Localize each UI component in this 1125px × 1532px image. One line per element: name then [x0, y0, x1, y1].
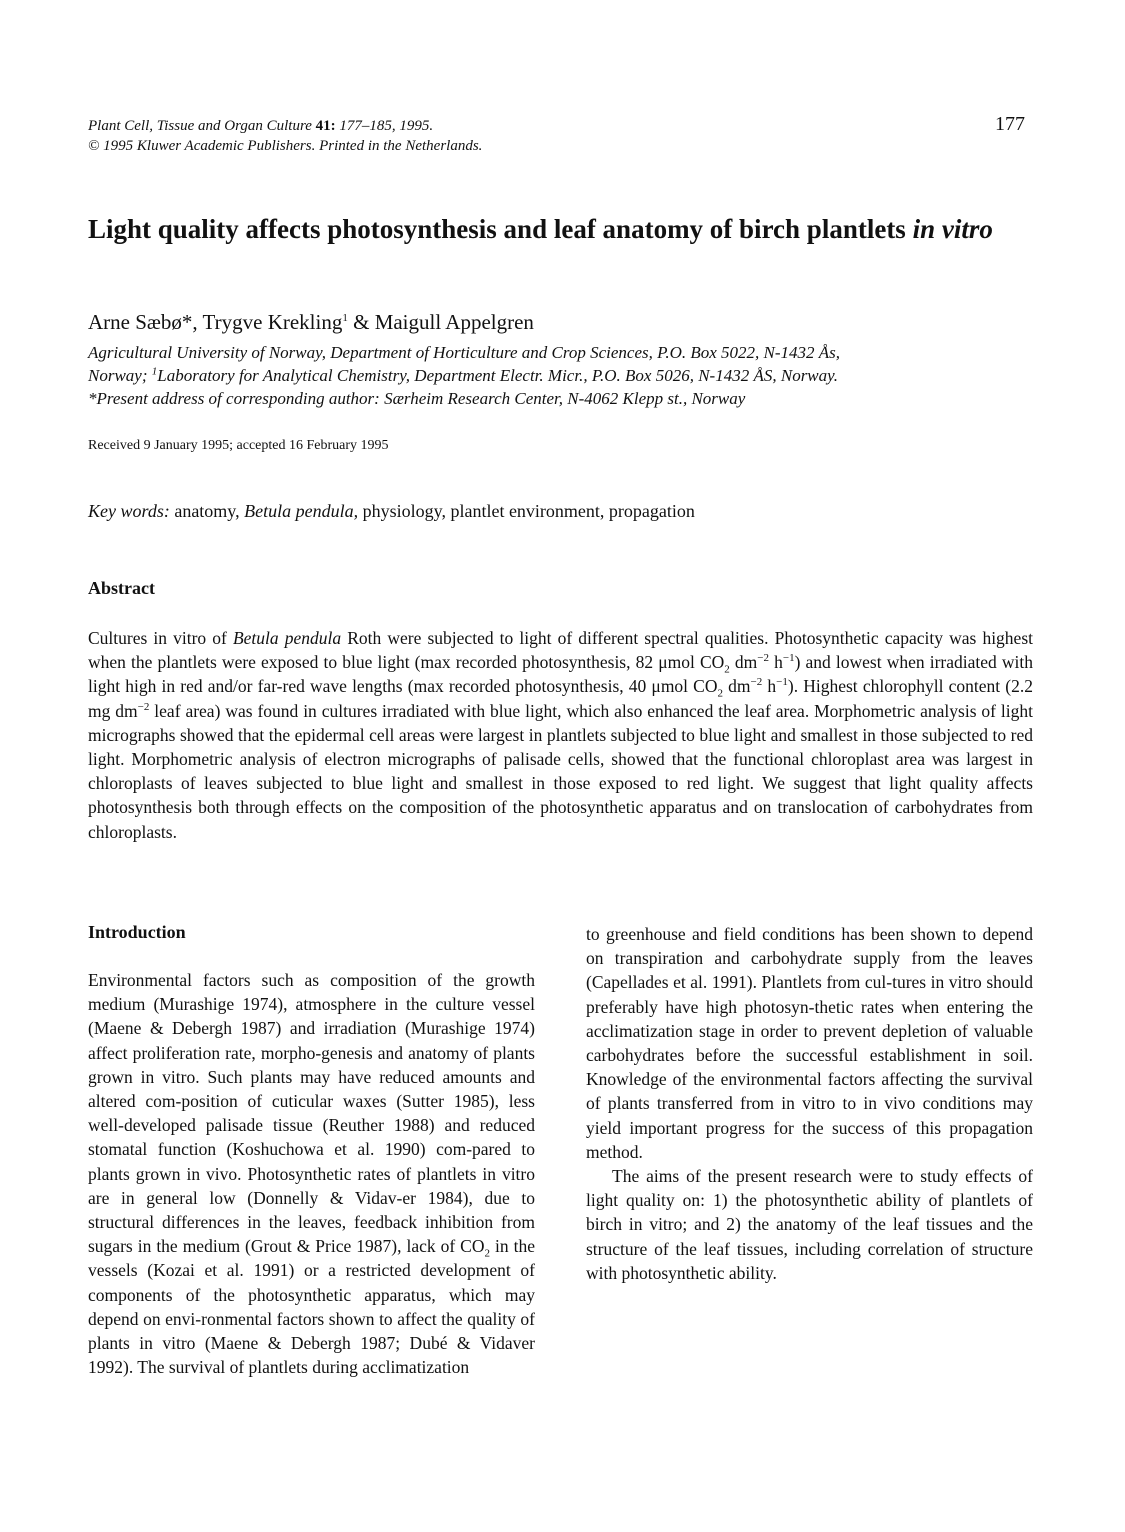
journal-citation: Plant Cell, Tissue and Organ Culture 41: 177–185, 1995.	[88, 118, 434, 134]
author-saebo: Arne Sæbø*,	[88, 310, 198, 334]
affiliation-line-2: Norway; $^1$Laboratory for Analytical Chemistry, Department Electr. Micr., P.O. Box 5026, N-1432 ÅS, Norway.	[88, 365, 839, 385]
intro-paragraph-1: to greenhouse and field conditions has been shown to depend on transpiration and carbohydrate supply from the leaves (Capellades et al. 1991). Plantlets from cul-tures in vitro should preferably have high photosyn-thetic rates when entering the acclimatization stage in order to prevent depletion of valuable carbohydrates before the successful establishment in soil. Knowledge of the environmental factors affecting the survival of plants transferred from in vitro to in vivo conditions may yield important progress for the success of this propagation method.	[586, 924, 1033, 1162]
paper-title: Light quality affects photosynthesis and leaf anatomy of birch plantlets in vitro	[88, 214, 993, 244]
page-number: 177	[995, 113, 1025, 135]
copyright-line: © 1995 Kluwer Academic Publishers. Printed in the Netherlands.	[88, 138, 483, 154]
author-krekling: Trygve Krekling	[202, 310, 343, 334]
author-list: Arne Sæbø*, Trygve Krekling$^1$ & Maigull Appelgren	[88, 310, 534, 334]
introduction-right-column	[586, 922, 1033, 1285]
corresponding-address: *Present address of corresponding author: Særheim Research Center, N-4062 Klepp st., Norway	[88, 389, 746, 408]
affiliation-line-1: Agricultural University of Norway, Department of Horticulture and Crop Sciences, P.O. Box 5022, N-1432 Ås,	[88, 343, 841, 362]
keywords: Key words: anatomy, Betula pendula, physiology, plantlet environment, propagation	[88, 501, 695, 521]
received-date: Received 9 January 1995; accepted 16 February 1995	[88, 438, 389, 453]
keywords-label: Key words:	[88, 501, 170, 521]
title-italic: in vitro	[912, 214, 993, 244]
affiliations	[88, 341, 1048, 410]
abstract-heading: Abstract	[88, 578, 155, 598]
intro-paragraph-2: The aims of the present research were to study effects of light quality on: 1) the photosynthetic ability of plantlets of birch in vitro; and 2) the anatomy of the leaf tissues and the structure of the leaf tissues, including correlation of structure with photosynthetic ability.	[586, 1166, 1033, 1283]
journal-header	[88, 116, 482, 156]
author-appelgren: & Maigull Appelgren	[353, 310, 534, 334]
abstract-text: Cultures in vitro of Betula pendula Roth were subjected to light of different spectral qualities. Photosynthetic capacity was highest when the plantlets were exposed to blue light (max recorded photosynthesis, 82 μmol $CO_2$ $dm^{-2}$ $h^{-1}$) and lowest when irradiated with light high in red and/or far-red wave lengths (max recorded photosynthesis, 40 μmol $CO_2$ $dm^{-2}$ $h^{-1}$). Highest chlorophyll content (2.2 mg $dm^{-2}$ leaf area) was found in cultures irradiated with blue light, which also enhanced the leaf area. Morphometric analysis of light micrographs showed that the epidermal cell areas were largest in plantlets subjected to blue light and smallest in those subjected to red light. Morphometric analysis of electron micrographs of palisade cells, showed that the functional chloroplast area was largest in chloroplasts of leaves subjected to blue light and smallest in those exposed to red light. We suggest that light quality affects photosynthesis both through effects on the composition of the photosynthetic apparatus and on translocation of carbohydrates from chloroplasts.	[88, 628, 1034, 842]
introduction-heading: Introduction	[88, 922, 186, 942]
introduction-left-column: Environmental factors such as composition of the growth medium (Murashige 1974), atmosphere in the culture vessel (Maene & Debergh 1987) and irradiation (Murashige 1974) affect proliferation rate, morpho-genesis and anatomy of plants grown in vitro. Such plants may have reduced amounts and altered com-position of cuticular waxes (Sutter 1985), less well-developed palisade tissue (Reuther 1988) and reduced stomatal function (Koshuchowa et al. 1990) com-pared to plants grown in vivo. Photosynthetic rates of plantlets in vitro are in general low (Donnelly & Vidav-er 1984), due to structural differences in the leaves, feedback inhibition from sugars in the medium (Grout & Price 1987), lack of $CO_2$ in the vessels (Kozai et al. 1991) or a restricted development of components of the photosynthetic apparatus, which may depend on envi-ronmental factors shown to affect the quality of plants in vitro (Maene & Debergh 1987; Dubé & Vidaver 1992). The survival of plantlets during acclimatization	[88, 970, 535, 1378]
